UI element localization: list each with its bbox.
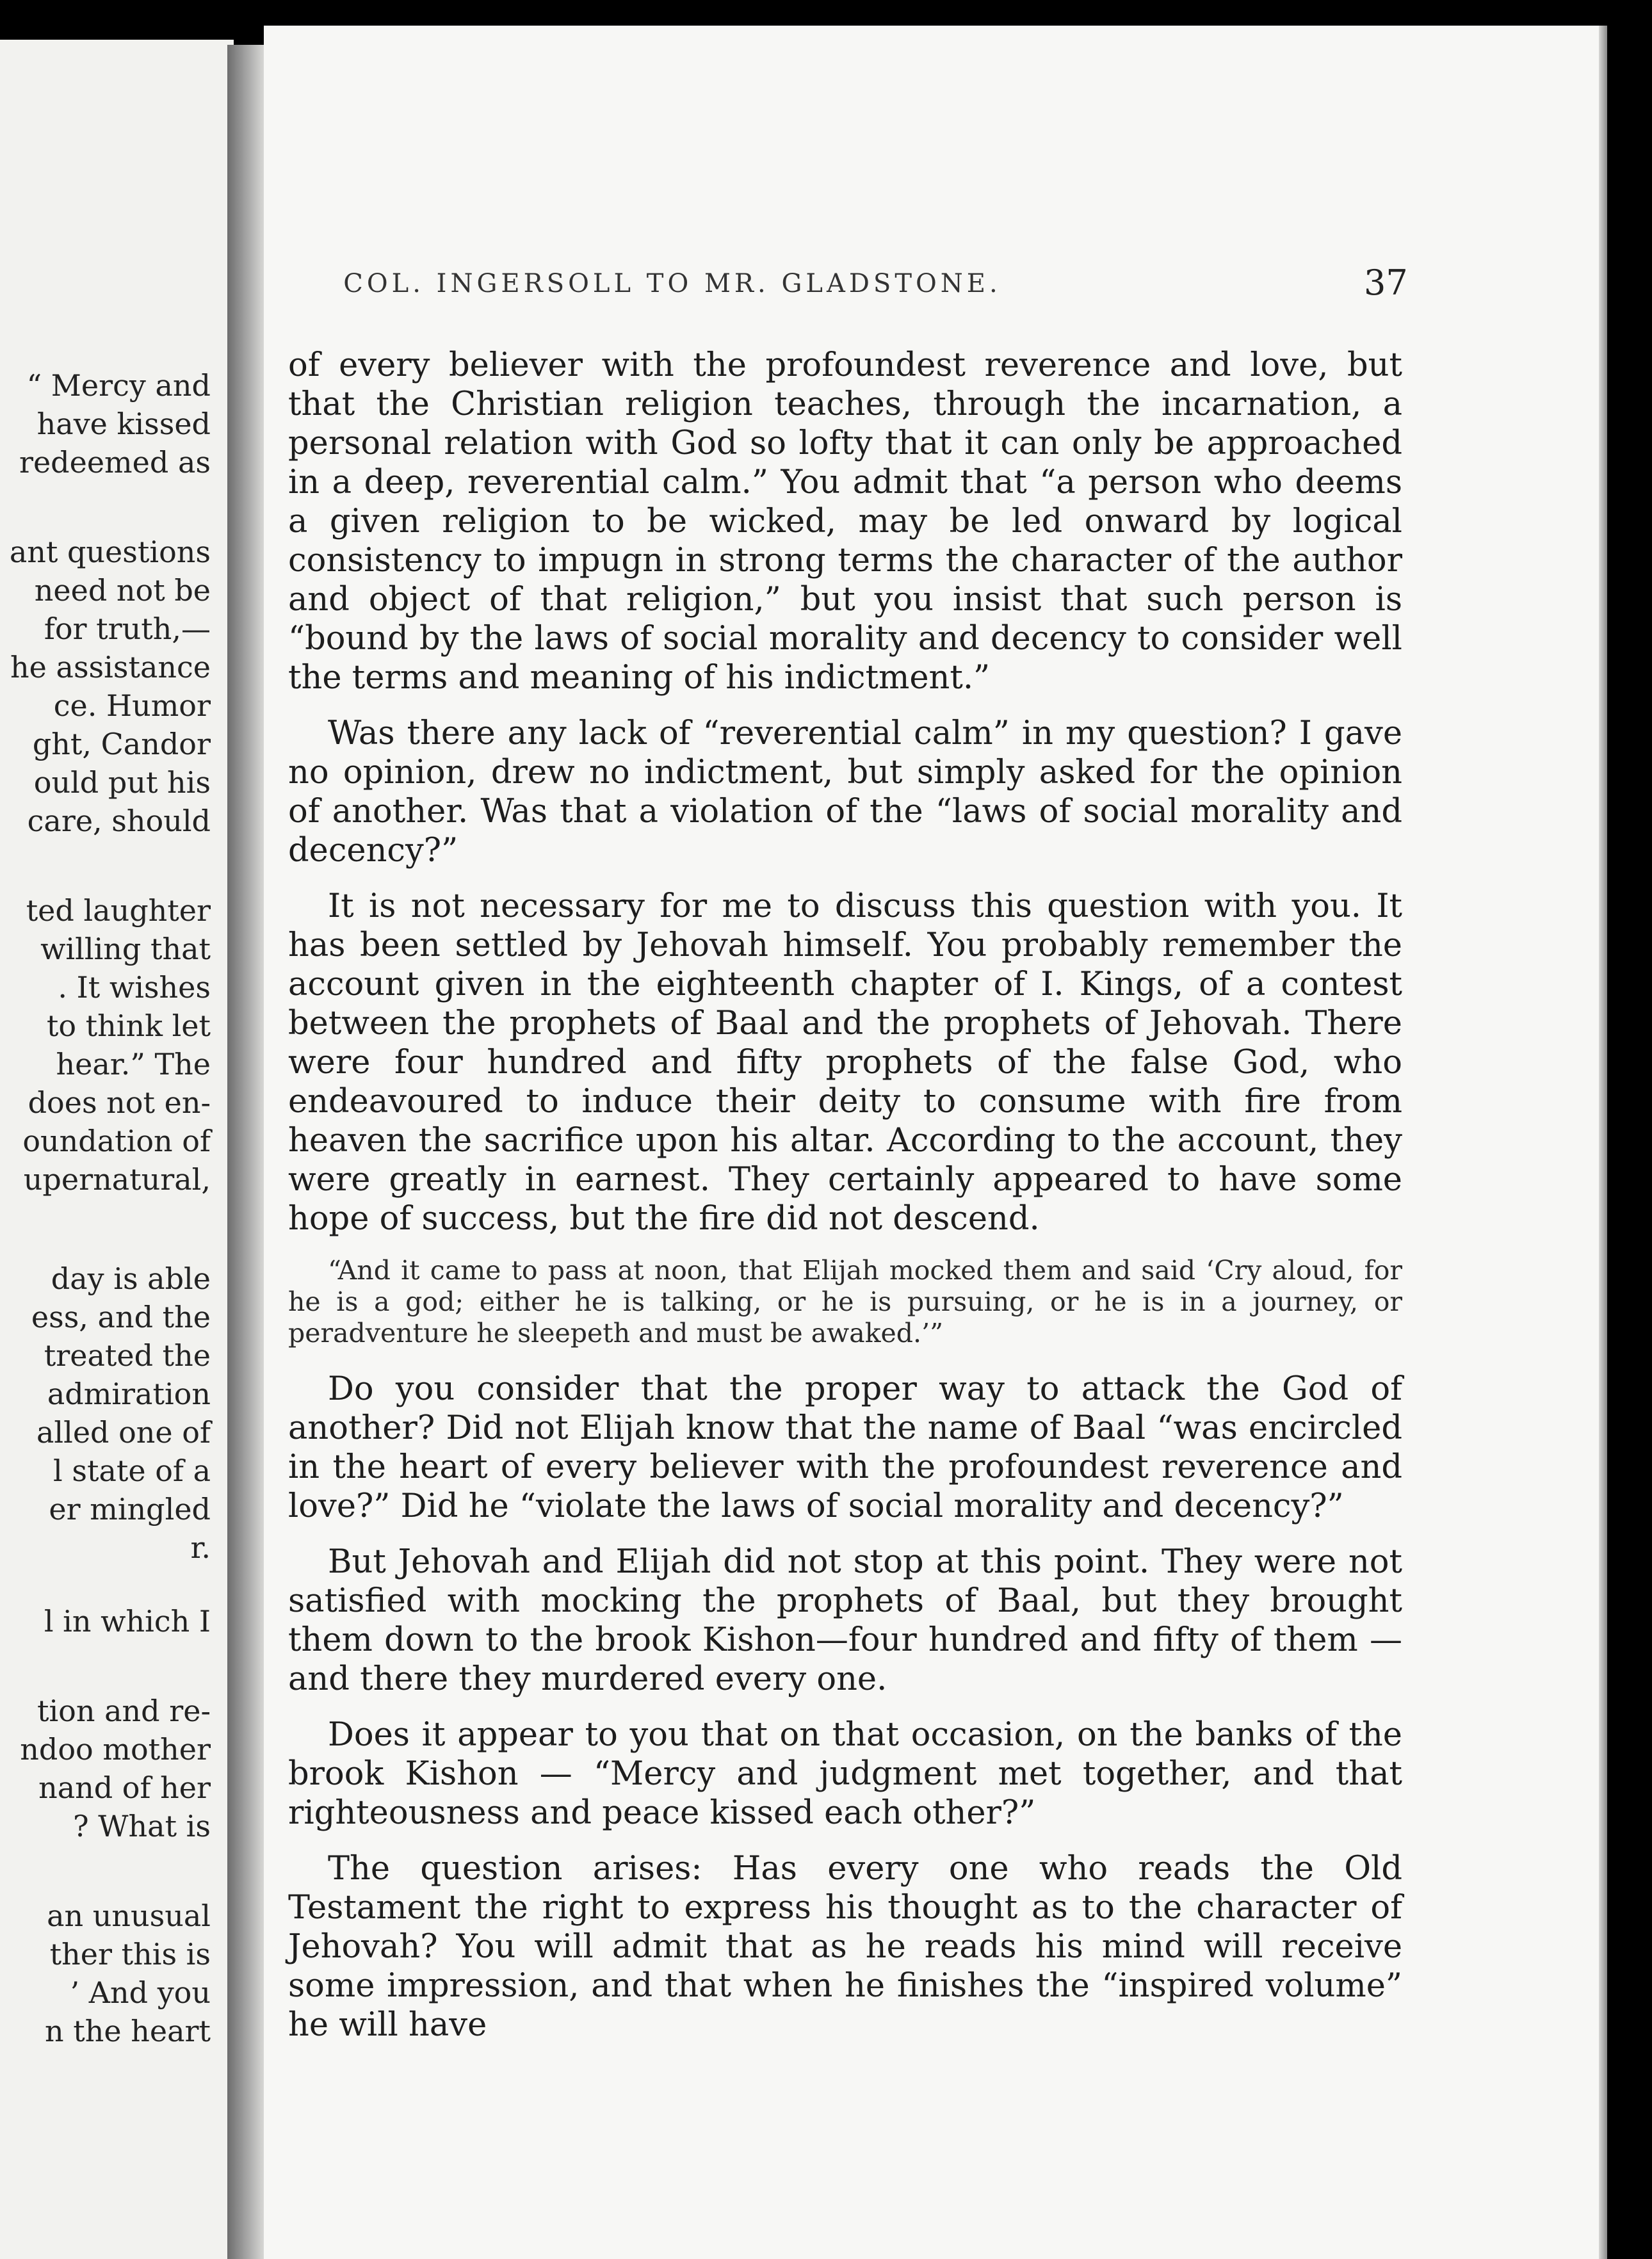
left-line: day is able — [51, 1261, 211, 1296]
left-line: er mingled — [49, 1492, 211, 1526]
left-line: to think let — [46, 1008, 211, 1043]
left-line: willing that — [40, 932, 211, 966]
page-number: 37 — [1364, 263, 1408, 303]
block-quote: “And it came to pass at noon, that Elijah mocked them and said ‘Cry aloud, for he is a god; either he is talking, or he is pursuing, or he is in a journey, or peradventure he sleepeth and must be awaked.’” — [288, 1255, 1402, 1348]
left-line: upernatural, — [23, 1162, 211, 1197]
paragraph: The question arises: Has every one who reads the Old Testament the right to express his thought as to the character of Jehovah? You will admit that as he reads his mind will receive some impression, and that when he finishes the “inspired volume” he will have — [288, 1850, 1402, 2044]
left-line: admiration — [47, 1377, 211, 1411]
left-line: ess, and the — [31, 1300, 211, 1334]
left-line: need not be — [34, 573, 211, 608]
paragraph: Does it appear to you that on that occasion, on the banks of the brook Kishon — “Mercy and judgment met together, and that righteousness and peace kissed each other?” — [288, 1716, 1402, 1832]
paragraph: But Jehovah and Elijah did not stop at this point. They were not satisfied with mocking the prophets of Baal, but they brought them down to the brook Kishon—four hundred and fifty of them —and there they murdered every one. — [288, 1543, 1402, 1698]
left-line: have kissed — [36, 407, 211, 441]
left-line: oundation of — [22, 1124, 211, 1158]
left-line: “ Mercy and — [26, 368, 211, 403]
left-line: r. — [190, 1530, 211, 1565]
left-line: l in which I — [44, 1604, 211, 1639]
left-line: care, should — [27, 804, 211, 838]
paragraph: of every believer with the profoundest reverence and love, but that the Christian religion teaches, through the incarnation, a personal relation with God so lofty that it can only be approached in a deep, reverential calm.” You admit that “a person who deems a given religion to be wicked, may be led onward by logical consistency to impugn in strong terms the character of the author and object of that religion,” but you insist that such person is “bound by the laws of social morality and decency to consider well the terms and meaning of his indictment.” — [288, 346, 1402, 697]
left-line: l state of a — [53, 1453, 211, 1488]
page-edge — [1599, 26, 1607, 2259]
paragraph: Do you consider that the proper way to attack the God of another? Did not Elijah know that the name of Baal “was encircled in the heart of every believer with the profoundest reverence and love?” Did he “violate the laws of social morality and decency?” — [288, 1370, 1402, 1525]
left-line: alled one of — [36, 1415, 211, 1450]
running-head: COL. INGERSOLL TO MR. GLADSTONE. — [343, 269, 1001, 298]
left-line: hear.” The — [56, 1047, 211, 1081]
left-line: ce. Humor — [53, 688, 211, 723]
left-line: ndoo mother — [20, 1732, 211, 1767]
left-line: does not en- — [28, 1085, 211, 1120]
left-line: redeemed as — [19, 445, 211, 480]
left-line: ther this is — [49, 1937, 211, 1972]
left-line: for truth,— — [44, 611, 211, 646]
left-line: ant questions — [9, 535, 211, 569]
left-line: ’ And you — [70, 1975, 211, 2010]
left-line: nand of her — [38, 1770, 211, 1805]
left-line: ted laughter — [26, 893, 211, 928]
left-line: ght, Candor — [32, 727, 211, 761]
left-line: an unusual — [47, 1899, 211, 1933]
left-line: . It wishes — [58, 970, 211, 1005]
left-line: n the heart — [45, 2014, 211, 2048]
body-text — [288, 346, 1402, 2061]
facing-page-left — [0, 40, 234, 2259]
left-line: ould put his — [33, 765, 211, 800]
left-line: ? What is — [72, 1809, 211, 1843]
left-line: treated the — [44, 1338, 211, 1373]
left-line: he assistance — [10, 650, 211, 684]
left-line: tion and re- — [36, 1694, 211, 1728]
paragraph: Was there any lack of “reverential calm” in my question? I gave no opinion, drew no indictment, but simply asked for the opinion of another. Was that a violation of the “laws of social morality and decency?” — [288, 715, 1402, 870]
paragraph: It is not necessary for me to discuss this question with you. It has been settled by Jehovah himself. You probably remember the account given in the eighteenth chapter of I. Kings, of a contest between the prophets of Baal and the prophets of Jehovah. There were four hundred and fifty prophets of the false God, who endeavoured to induce their deity to consume with fire from heaven the sacrifice upon his altar. According to the account, they were greatly in earnest. They certainly appeared to have some hope of success, but the fire did not descend. — [288, 887, 1402, 1238]
